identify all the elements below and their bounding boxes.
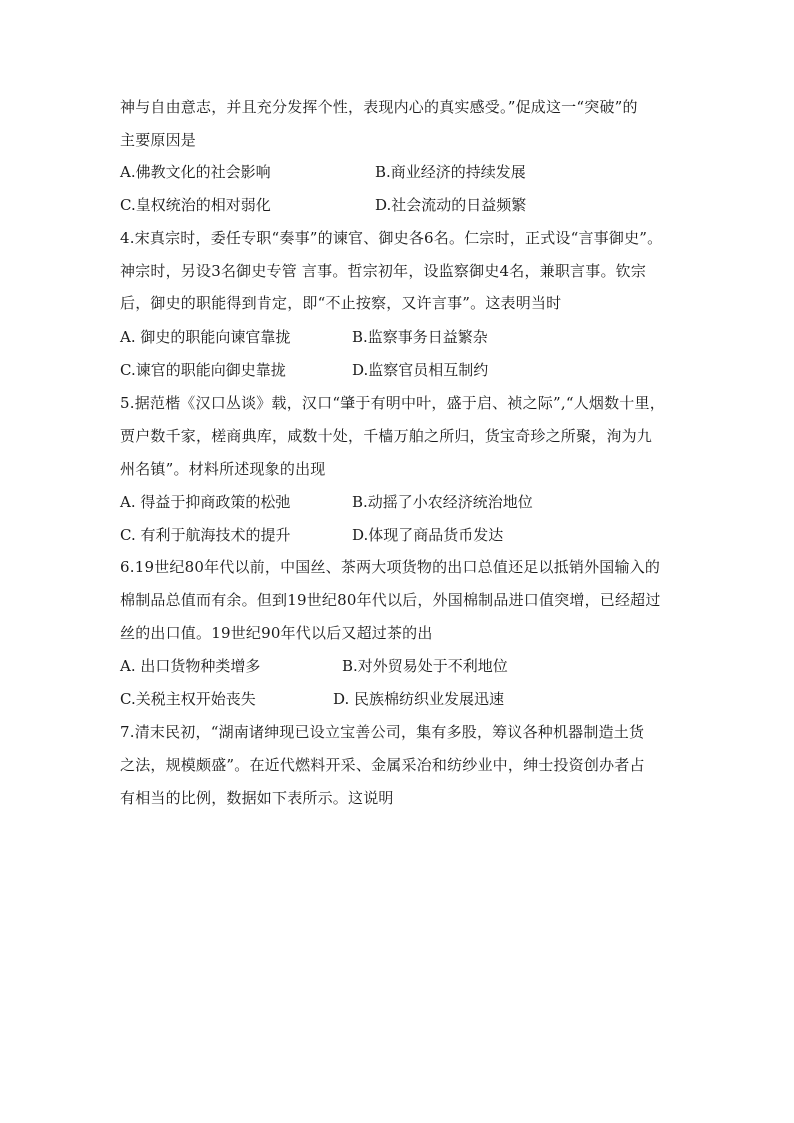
q6-option-b: B.对外贸易处于不利地位 — [342, 657, 508, 675]
q4-option-b: B.监察事务日益繁杂 — [352, 328, 488, 346]
q7-stem-line-3: 有相当的比例，数据如下表所示。这说明 — [120, 789, 394, 807]
q4-stem-line-1: 4.宋真宗时，委任专职“奏事”的谏官、御史各6名。仁宗时，正式设“言事御史”。 — [120, 229, 663, 247]
q5-stem-line-2: 贾户数千家，槎商典库，咸数十处，千樯万舶之所归，货宝奇珍之所聚，洵为九 — [120, 427, 653, 445]
q3-stem-line-1: 神与自由意志，并且充分发挥个性，表现内心的真实感受。”促成这一“突破”的 — [120, 98, 638, 116]
q7-stem-line-1: 7.清末民初，“湖南诸绅现已设立宝善公司，集有多股，筹议各种机器制造土货 — [120, 723, 645, 741]
q6-stem-line-2: 棉制品总值而有余。但到19世纪80年代以后，外国棉制品进口值突增，已经超过 — [120, 591, 661, 609]
q3-option-c: C.皇权统治的相对弱化 — [120, 196, 271, 214]
q6-option-d: D. 民族棉纺织业发展迅速 — [333, 690, 505, 708]
q3-option-d: D.社会流动的日益频繁 — [375, 196, 527, 214]
q3-option-b: B.商业经济的持续发展 — [375, 163, 526, 181]
q6-option-a: A. 出口货物种类增多 — [120, 657, 261, 675]
q6-option-c: C.关税主权开始丧失 — [120, 690, 256, 708]
q5-option-b: B.动摇了小农经济统治地位 — [352, 493, 533, 511]
q6-stem-line-1: 6.19世纪80年代以前，中国丝、茶两大项货物的出口总值还足以抵销外国输入的 — [120, 558, 661, 576]
q5-stem-line-1: 5.据范楷《汉口丛谈》载，汉口“肇于有明中叶，盛于启、祯之际”,“人烟数十里， — [120, 394, 665, 412]
q5-stem-line-3: 州名镇”。材料所述现象的出现 — [120, 460, 326, 478]
q5-option-a: A. 得益于抑商政策的松弛 — [120, 493, 291, 511]
q4-stem-line-2: 神宗时，另设3名御史专管 言事。哲宗初年，设监察御史4名，兼职言事。钦宗 — [120, 262, 647, 280]
q3-option-a: A.佛教文化的社会影响 — [120, 163, 271, 181]
q4-stem-line-3: 后，御史的职能得到肯定，即“不止按察，又许言事”。这表明当时 — [120, 294, 562, 312]
q7-stem-line-2: 之法，规模颇盛”。在近代燃料开采、金属采冶和纺纱业中，绅士投资创办者占 — [120, 756, 645, 774]
q3-stem-line-2: 主要原因是 — [120, 131, 197, 149]
q6-stem-line-3: 丝的出口值。19世纪90年代以后又超过茶的出 — [120, 624, 433, 642]
q4-option-c: C.谏官的职能向御史靠拢 — [120, 361, 286, 379]
q4-option-d: D.监察官员相互制约 — [352, 361, 489, 379]
q4-option-a: A. 御史的职能向谏官靠拢 — [120, 328, 291, 346]
q5-option-c: C. 有利于航海技术的提升 — [120, 526, 291, 544]
q5-option-d: D.体现了商品货币发达 — [352, 526, 504, 544]
